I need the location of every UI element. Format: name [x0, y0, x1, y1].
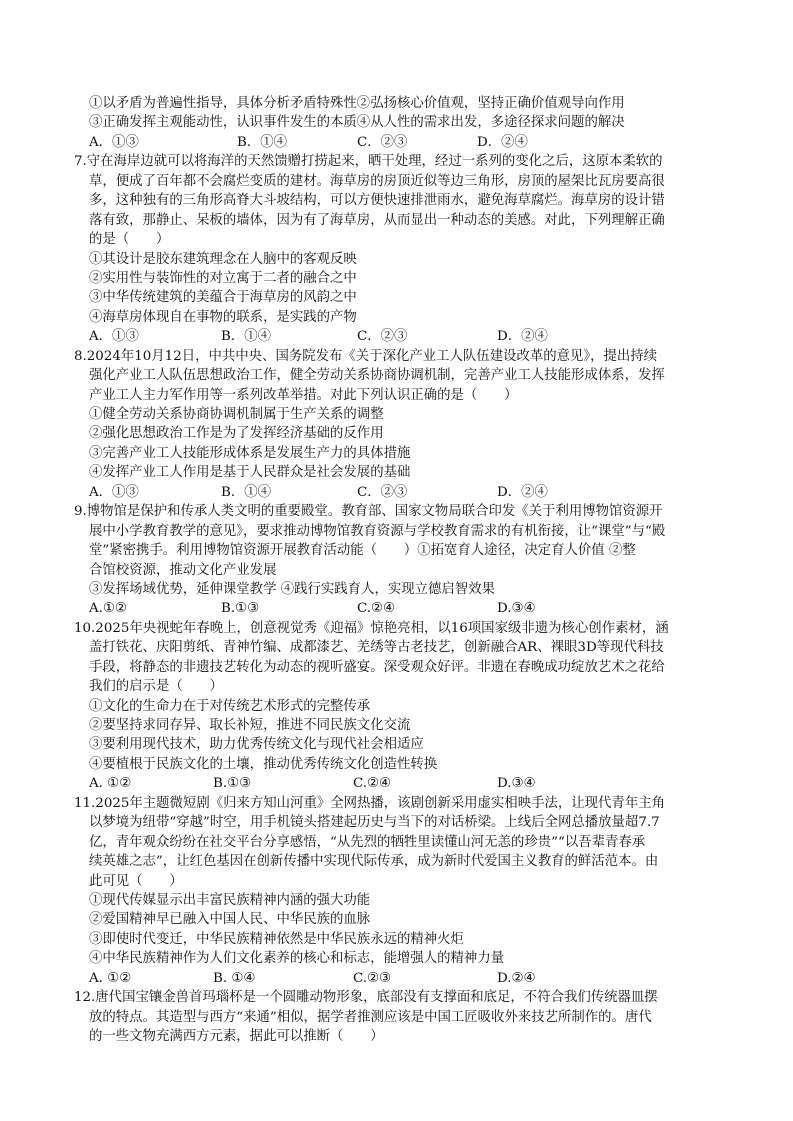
- question-stem: 手段，将静态的非遗技艺转化为动态的视听盛宴。深受观众好评。非遗在春晚成功绽放艺术之花给: [89, 659, 665, 675]
- exam-page: [74, 94, 724, 1046]
- choice-item: ①文化的生命力在于对传统艺术形式的完整传承: [89, 698, 371, 714]
- option-c: C.②④: [357, 601, 396, 617]
- question-6-tail: [74, 94, 724, 152]
- option-c: C．②③: [357, 484, 408, 500]
- question-stem: 续英雄之志”，让红色基因在创新传播中实现代际传承，成为新时代爱国主义教育的鲜活范本。由: [89, 854, 659, 870]
- question-stem: 的一些文物充满西方元素，据此可以推断（ ）: [89, 1029, 384, 1044]
- choice-item: ④发挥产业工人作用是基于人民群众是社会发展的基础: [89, 465, 411, 481]
- option-d: D.③④: [497, 601, 536, 617]
- question-stem: 12.唐代国宝镶金兽首玛瑙杯是一个圆雕动物形象，底部没有支撑面和底足，不符合我们传统器皿摆: [74, 990, 658, 1006]
- question-12: [74, 988, 724, 1046]
- question-stem: 11.2025年主题微短剧《归来方知山河重》全网热播，该剧创新采用虚实相映手法，让现代青年主角: [74, 795, 665, 811]
- question-7: [74, 152, 724, 346]
- question-stem: 放的特点。其造型与西方“来通”相似，据学者推测应该是中国工匠吸收外来技艺所制作的。唐代: [89, 1009, 652, 1025]
- answer-options: [74, 599, 724, 618]
- question-stem: 此可见（ ）: [89, 873, 183, 889]
- choice-item: ③即使时代变迁，中华民族精神依然是中华民族永远的精神火炬: [89, 931, 464, 947]
- choice-item: ③要利用现代技术，助力优秀传统文化与现代社会相适应: [89, 737, 424, 753]
- question-stem: 草，便成了百年都不会腐烂变质的建材。海草房的房顶近似等边三角形，房顶的屋架比瓦房要高很: [89, 173, 665, 189]
- option-d: D．②④: [497, 484, 548, 500]
- question-9: [74, 502, 724, 619]
- question-stem: 9.博物馆是保护和传承人类文明的重要殿堂。教育部、国家文物局联合印发《关于利用博物馆资源开: [74, 504, 663, 520]
- option-c: C.②③: [353, 970, 392, 986]
- option-a: A．①③: [89, 134, 139, 150]
- answer-options: [74, 133, 724, 152]
- choice-item: ④中华民族精神作为人们文化素养的核心和标志，能增强人的精神力量: [89, 951, 505, 967]
- option-c: C.②④: [353, 776, 392, 792]
- option-b: B.①③: [213, 776, 252, 792]
- answer-options: [74, 969, 724, 988]
- choice-item: ④海草房体现自在事物的联系，是实践的产物: [89, 309, 357, 325]
- option-a: A．①③: [89, 484, 139, 500]
- option-d: D．②④: [497, 329, 548, 345]
- option-d: D．②④: [477, 134, 528, 150]
- choice-item: ②要坚持求同存异、取长补短，推进不同民族文化交流: [89, 718, 411, 733]
- question-stem: 的是（ ）: [89, 232, 170, 248]
- question-stem: 展中小学教育教学的意见》，要求推动博物馆教育资源与学校教育需求的有机衔接，让“课堂”与“殿: [89, 523, 666, 539]
- question-11: [74, 794, 724, 988]
- choice-item: ①健全劳动关系协商协调机制属于生产关系的调整: [89, 407, 384, 422]
- question-stem: 落有致，那静止、呆板的墙体，因为有了海草房，从而显出一种动态的美感。对此，下列理解正确: [89, 212, 665, 228]
- question-stem: 堂”紧密携手。利用博物馆资源开展教育活动能（ ）①拓宽育人途径，决定育人价值 ②整: [89, 543, 636, 559]
- option-a: A.①②: [89, 601, 127, 617]
- choice-item: ①现代传媒显示出丰富民族精神内涵的强大功能: [89, 892, 371, 908]
- option-b: B.①③: [221, 601, 260, 617]
- option-d: D.③④: [497, 776, 536, 792]
- answer-options: [74, 483, 724, 502]
- choice-item: ②强化思想政治工作是为了发挥经济基础的反作用: [89, 426, 384, 442]
- question-stem: 多，这种独有的三角形高脊大斗坡结构，可以方便快速排泄雨水，避免海草腐烂。海草房的设计错: [89, 193, 665, 209]
- question-stem: 7.守在海岸边就可以将海洋的天然馈赠打捞起来，晒干处理，经过一系列的变化之后，这原本柔软的: [74, 154, 663, 170]
- choice-line: ①以矛盾为普遍性指导，具体分析矛盾特殊性②弘扬核心价值观，坚持正确价值观导向作用: [89, 96, 625, 111]
- question-stem: 以梦境为纽带“穿越”时空，用手机镜头搭建起历史与当下的对话桥梁。上线后全网总播放量超7.7: [89, 815, 660, 831]
- option-a: A. ①②: [89, 776, 132, 792]
- choice-item: ④要植根于民族文化的土壤，推动优秀传统文化创造性转换: [89, 756, 438, 772]
- question-stem: 10.2025年央视蛇年春晚上，创意视觉秀《迎福》惊艳亮相，以16项国家级非遗为核心创作素材，涵: [74, 620, 669, 636]
- question-stem: 8.2024年10月12日，中共中央、国务院发布《关于深化产业工人队伍建设改革的意见》，提出持续: [74, 348, 658, 364]
- question-stem: 产业工人主力军作用等一系列改革举措。对此下列认识正确的是（ ）: [89, 387, 518, 403]
- question-10: [74, 619, 724, 794]
- option-b: B．①④: [237, 134, 288, 150]
- question-stem: ③发挥场域优势，延伸课堂教学 ④践行实践育人，实现立德启智效果: [89, 581, 495, 597]
- question-stem: 亿，青年观众纷纷在社交平台分享感悟，“从先烈的牺牲里读懂山河无恙的珍贵”“以吾辈青春承: [89, 834, 646, 850]
- option-a: A．①③: [89, 329, 139, 345]
- question-8: [74, 347, 724, 503]
- option-c: C．②③: [357, 329, 408, 345]
- option-c: C．②③: [357, 134, 408, 150]
- option-a: A. ①②: [89, 970, 132, 986]
- question-stem: 合馆校资源，推动文化产业发展: [89, 562, 277, 578]
- question-stem: 强化产业工人队伍思想政治工作，健全劳动关系协商协调机制，完善产业工人技能形成体系，发挥: [89, 368, 665, 384]
- option-b: B．①④: [221, 329, 272, 345]
- answer-options: [74, 774, 724, 793]
- option-d: D.②④: [497, 970, 536, 986]
- option-b: B．①④: [221, 484, 272, 500]
- choice-item: ②实用性与装饰性的对立寓于二者的融合之中: [89, 270, 357, 286]
- question-stem: 我们的启示是（ ）: [89, 679, 223, 695]
- choice-item: ②爱国精神早已融入中国人民、中华民族的血脉: [89, 912, 371, 928]
- answer-options: [74, 327, 724, 346]
- choice-line: ③正确发挥主观能动性，认识事件发生的本质④从人性的需求出发，多途径探求问题的解决: [89, 115, 625, 131]
- choice-item: ①其设计是胶东建筑理念在人脑中的客观反映: [89, 251, 357, 267]
- choice-item: ③完善产业工人技能形成体系是发展生产力的具体措施: [89, 445, 411, 461]
- option-b: B. ①④: [213, 970, 256, 986]
- choice-item: ③中华传统建筑的美蕴合于海草房的风韵之中: [89, 290, 357, 306]
- question-stem: 盖打铁花、庆阳剪纸、青神竹编、成都漆艺、羌绣等古老技艺，创新融合AR、裸眼3D等现代科技: [89, 640, 664, 656]
